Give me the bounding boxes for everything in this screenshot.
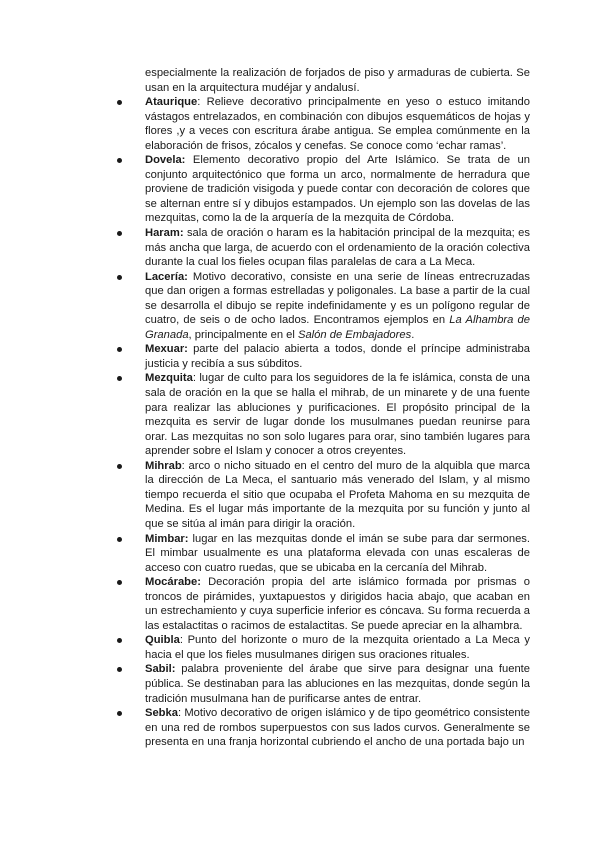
glossary-entry [145, 459, 530, 532]
definition-text: lugar en las mezquitas donde el imán se sube para dar sermones. El mimbar usualmente es una plataforma elevada con unas escaleras de acceso con cuatro ruedas, que se ubicaba en la cercanía del Mihrab. [145, 532, 530, 574]
bullet-icon [117, 537, 122, 542]
glossary-term: Ataurique [145, 96, 198, 109]
glossary-list [145, 95, 530, 750]
definition-text: palabra proveniente del árabe que sirve para designar una fuente pública. Se destinaban para las abluciones en las mezquitas, donde según la tradición musulmana han de purificarse antes de entrar. [145, 663, 530, 705]
intro-continuation: especialmente la realización de forjados de piso y armaduras de cubierta. Se usan en la arquitectura mudéjar y andalusí. [145, 67, 530, 94]
definition-italic-text: La Alhambra de Granada [145, 314, 530, 341]
definition-text: . [411, 328, 415, 341]
glossary-entry [145, 226, 530, 270]
glossary-term: Dovela: [145, 154, 186, 167]
definition-italic-text: Salón de Embajadores [298, 328, 412, 341]
definition-text: Motivo decorativo, consiste en una serie de líneas entrecruzadas que dan origen a formas estrelladas y poligonales. La base a partir de la cual se desarrolla el dibujo se repite indefinidamente y es un polígono regular de cuatro, de seis o de ocho lados. Encontramos ejemplos en [145, 270, 530, 327]
glossary-term: Mexuar: [145, 343, 188, 356]
bullet-icon [117, 638, 122, 643]
glossary-entry [145, 95, 530, 153]
bullet-icon [117, 100, 122, 105]
glossary-entry [145, 575, 530, 633]
glossary-entry [145, 270, 530, 343]
term-separator: : [177, 707, 182, 720]
glossary-entry [145, 706, 530, 750]
bullet-icon [117, 376, 122, 381]
bullet-icon [117, 158, 122, 163]
glossary-entry [145, 662, 530, 706]
glossary-term: Sabil: [145, 663, 176, 676]
bullet-icon [117, 275, 122, 280]
definition-text: Elemento decorativo propio del Arte Islámico. Se trata de un conjunto arquitectónico que forma un arco, normalmente de herradura que proviene de tradición visigoda y puede contar con decoración de colores que se alternan entre sí y dibujos estampados. Un ejemplo son las dovelas de las mezquitas, como la de la arquería de la mezquita de Córdoba. [145, 154, 530, 225]
definition-text: Relieve decorativo principalmente en yeso o estuco imitando vástagos entrelazados, en combinación con dibujos esquemáticos de hojas y flores ,y a veces con escritura árabe antigua. Se emplea comúnmente en la elaboración de frisos, zócalos y cenefas. Se conoce como ‘echar ramas’. [145, 96, 530, 152]
definition-text: sala de oración o haram es la habitación principal de la mezquita; es más ancha que larga, de acuerdo con el ordenamiento de la oración colectiva durante la cual los fieles ocupan filas paralelas de cara a La Meca. [145, 227, 530, 269]
bullet-icon [117, 464, 122, 469]
glossary-term: Sebka [145, 707, 178, 720]
definition-text: Motivo decorativo de origen islámico y de tipo geométrico consistente en una red de rombos superpuestos con sus lados curvos. Generalmente se presenta en una franja horizontal cubriendo el ancho de una portada bajo un [145, 707, 530, 749]
definition-text: Punto del horizonte o muro de la mezquita orientado a La Meca y hacia el que los fieles musulmanes dirigen sus oraciones rituales. [145, 634, 530, 661]
definition-text: parte del palacio abierta a todos, donde el príncipe administraba justicia y recibía a sus súbditos. [145, 343, 530, 370]
glossary-entry [145, 532, 530, 576]
definition-text: Decoración propia del arte islámico formada por prismas o troncos de pirámides, yuxtapuestos y dirigidos hacia abajo, que acaban en un estrechamiento y cuya superficie inferior es cóncava. Su forma recuerda a las estalactitas o racimos de estalactitas. Se puede apreciar en la alhambra. [145, 576, 530, 632]
glossary-term: Lacería: [145, 270, 188, 283]
bullet-icon [117, 231, 122, 236]
glossary-entry [145, 633, 530, 662]
glossary-term: Mocárabe: [145, 576, 201, 589]
glossary-term: Quibla [145, 634, 180, 647]
bullet-icon [117, 347, 122, 352]
bullet-icon [117, 580, 122, 585]
definition-text: , principalmente en el [188, 328, 298, 341]
term-separator: : [192, 372, 196, 385]
bullet-icon [117, 711, 122, 716]
definition-text: arco o nicho situado en el centro del muro de la alquibla que marca la dirección de La Meca, el santuario más venerado del Islam, y al mismo tiempo recuerda el sitio que ocupaba el Profeta Mahoma en su mezquita de Medina. Es el lugar más importante de la mezquita por su función y junto al que se sitúa al imán para dirigir la oración. [145, 459, 530, 530]
bullet-icon [117, 667, 122, 672]
glossary-entry [145, 371, 530, 458]
term-separator: : [181, 459, 185, 472]
glossary-term: Mihrab [145, 459, 182, 472]
glossary-term: Mimbar: [145, 532, 189, 545]
term-separator: : [179, 634, 183, 647]
glossary-entry [145, 153, 530, 226]
glossary-term: Mezquita [145, 372, 193, 385]
term-separator: : [197, 96, 201, 109]
definition-text: lugar de culto para los seguidores de la fe islámica, consta de una sala de oración en la que se halla el mihrab, de un minarete y de una fuente para realizar las abluciones y purificaciones. El propósito principal de la mezquita es servir de lugar donde los musulmanes puedan reunirse para orar. Las mezquitas no son solo lugares para orar, sino también lugares para aprender sobre el Islam y conocer a otros creyentes. [145, 372, 530, 458]
glossary-term: Haram: [145, 227, 184, 240]
glossary-entry [145, 342, 530, 371]
